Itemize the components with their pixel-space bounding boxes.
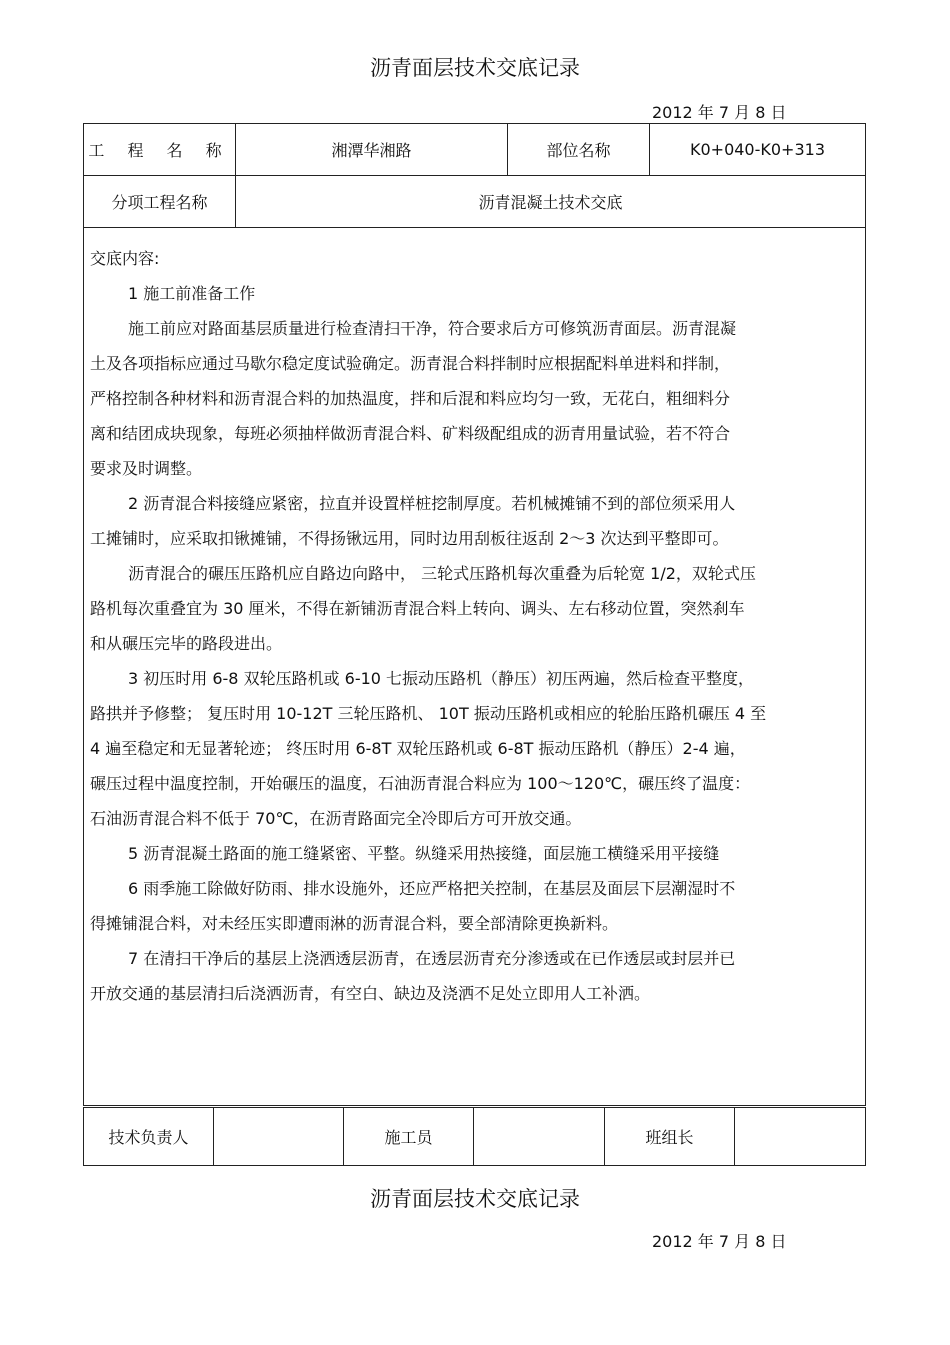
constructor-field[interactable] xyxy=(474,1108,605,1166)
content-line: 1 施工前准备工作 xyxy=(128,284,256,303)
project-row xyxy=(84,124,866,176)
content-line: 土及各项指标应通过马歇尔稳定度试验确定。沥青混合料拌制时应根据配料单进料和拌制， xyxy=(90,354,731,373)
content-line: 和从碾压完毕的路段进出。 xyxy=(90,634,283,653)
content-line: 7 在清扫干净后的基层上浇洒透层沥青，在透层沥青充分渗透或在已作透层或封层并已 xyxy=(128,949,736,968)
content-line: 路拱并予修整； 复压时用 10-12T 三轮压路机、 10T 振动压路机或相应的轮胎压路机碾压 4 至 xyxy=(90,704,767,723)
content-line: 得摊铺混合料，对未经压实即遭雨淋的沥青混合料，要全部清除更换新料。 xyxy=(90,914,619,933)
content-line: 3 初压时用 6-8 双轮压路机或 6-10 七振动压路机（静压）初压两遍，然后检查平整度， xyxy=(128,669,755,688)
content-line: 6 雨季施工除做好防雨、排水设施外，还应严格把关控制，在基层及面层下层潮湿时不 xyxy=(128,879,736,898)
signature-row xyxy=(84,1108,866,1166)
project-name-value: 湘潭华湘路 xyxy=(236,124,508,176)
content-line: 施工前应对路面基层质量进行检查清扫干净，符合要求后方可修筑沥青面层。沥青混凝 xyxy=(128,319,737,338)
sub-project-row xyxy=(84,176,866,228)
second-page-title: 沥青面层技术交底记录 xyxy=(370,1187,580,1211)
content-line: 石油沥青混合料不低于 70℃，在沥青路面完全冷即后方可开放交通。 xyxy=(90,809,582,828)
team-leader-label: 班组长 xyxy=(605,1108,735,1166)
content-row xyxy=(84,228,866,1106)
document-title: 沥青面层技术交底记录 xyxy=(370,56,580,80)
team-leader-field[interactable] xyxy=(735,1108,866,1166)
sub-project-value: 沥青混凝土技术交底 xyxy=(236,176,866,228)
content-cell xyxy=(84,228,866,1106)
document-date: 2012 年 7 月 8 日 xyxy=(652,103,787,122)
content-line: 离和结团成块现象，每班必须抽样做沥青混合料、矿料级配组成的沥青用量试验，若不符合 xyxy=(90,424,731,443)
content-line: 沥青混合的碾压压路机应自路边向路中， 三轮式压路机每次重叠为后轮宽 1/2，双轮式压 xyxy=(128,564,756,583)
content-line: 路机每次重叠宜为 30 厘米，不得在新铺沥青混合料上转向、调头、左右移动位置，突然刹车 xyxy=(90,599,745,618)
record-table xyxy=(83,123,866,1106)
content-line: 工摊铺时，应采取扣锹摊铺，不得扬锹远用，同时边用刮板往返刮 2～3 次达到平整即可。 xyxy=(90,529,729,548)
part-name-value: K0+040-K0+313 xyxy=(650,124,866,176)
sub-project-label: 分项工程名称 xyxy=(84,176,236,228)
content-line: 严格控制各种材料和沥青混合料的加热温度，拌和后混和料应均匀一致，无花白，粗细料分 xyxy=(90,389,731,408)
project-name-label: 工 程 名 称 xyxy=(84,124,236,176)
constructor-label: 施工员 xyxy=(344,1108,474,1166)
content-line: 要求及时调整。 xyxy=(90,459,203,478)
content-line: 4 遍至稳定和无显著轮迹； 终压时用 6-8T 双轮压路机或 6-8T 振动压路机（静压）2-4 遍， xyxy=(90,739,746,758)
content-heading: 交底内容: xyxy=(90,249,160,268)
content-line: 2 沥青混合料接缝应紧密，拉直并设置样桩挖制厚度。若机械摊铺不到的部位须采用人 xyxy=(128,494,736,513)
second-page-date: 2012 年 7 月 8 日 xyxy=(652,1232,787,1251)
content-line: 5 沥青混凝土路面的施工缝紧密、平整。纵缝采用热接缝，面层施工横缝采用平接缝 xyxy=(128,844,720,863)
tech-lead-field[interactable] xyxy=(214,1108,344,1166)
part-name-label: 部位名称 xyxy=(508,124,650,176)
signature-table xyxy=(83,1107,866,1166)
tech-lead-label: 技术负责人 xyxy=(84,1108,214,1166)
content-line: 碾压过程中温度控制，开始碾压的温度，石油沥青混合料应为 100～120℃，碾压终了温度： xyxy=(90,774,751,793)
content-line: 开放交通的基层清扫后浇洒沥青，有空白、缺边及浇洒不足处立即用人工补洒。 xyxy=(90,984,651,1003)
